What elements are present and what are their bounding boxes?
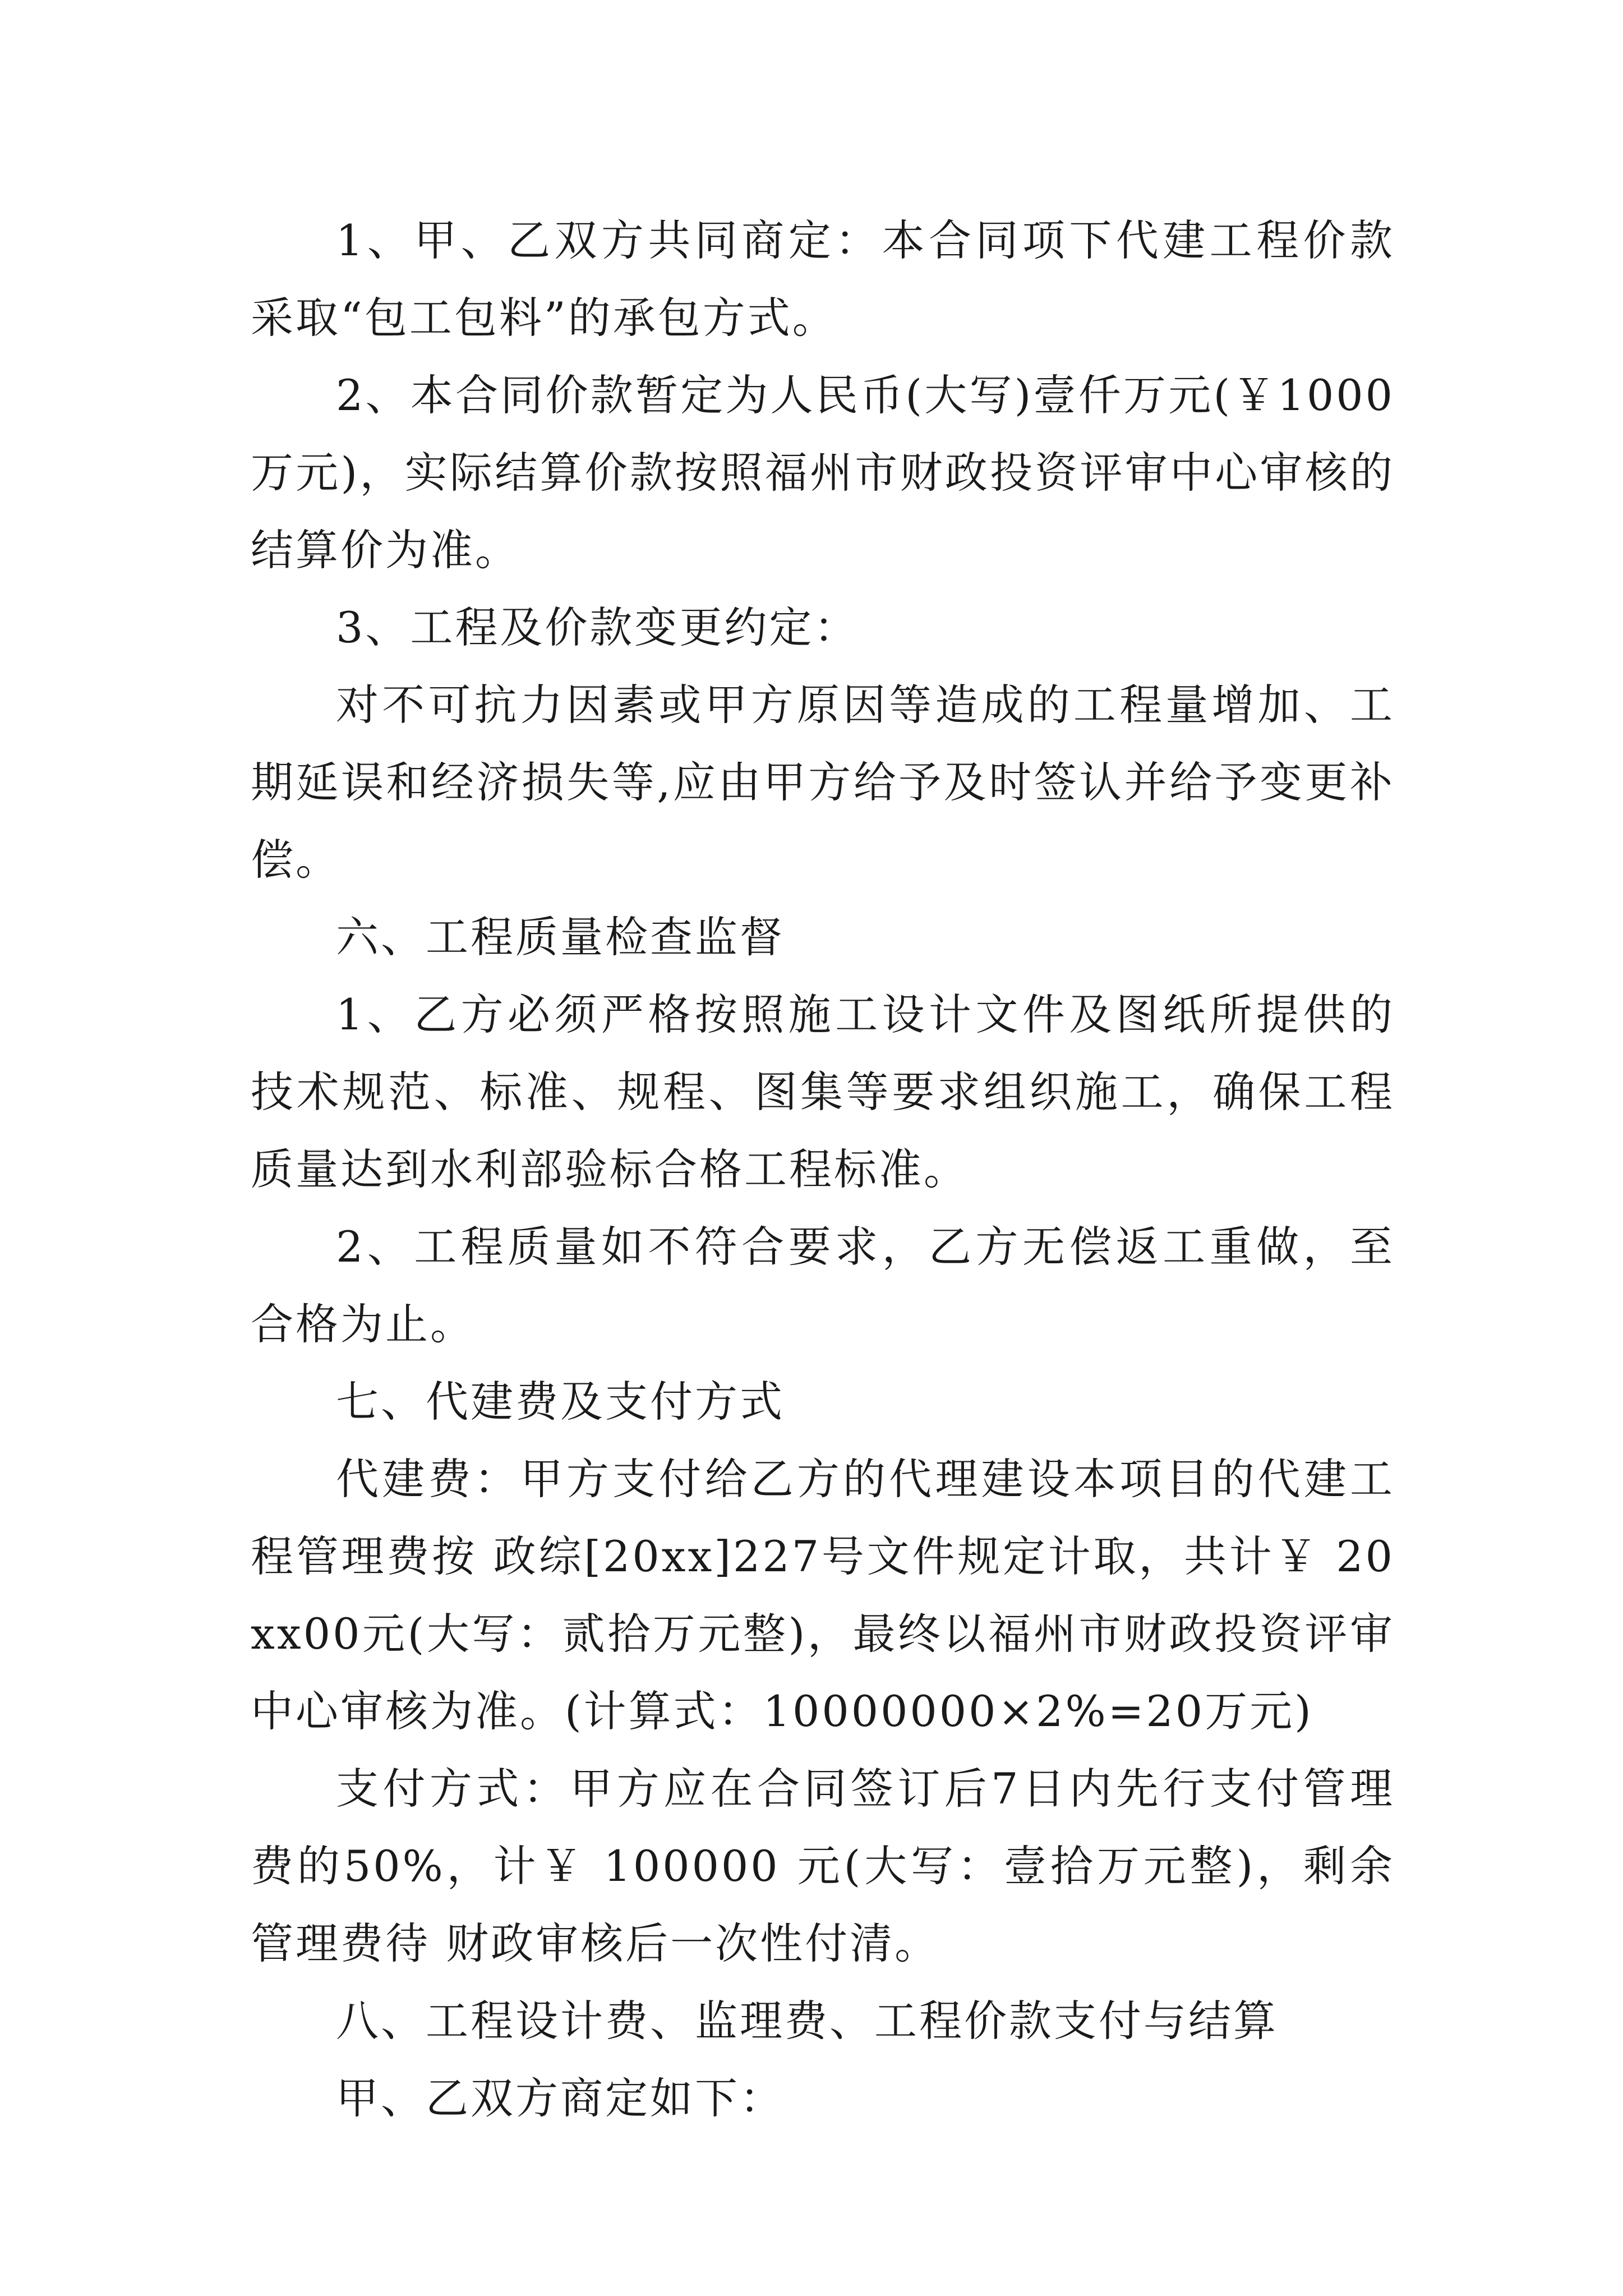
document-body [251, 202, 1395, 2137]
paragraph-contract-amount: 2、本合同价款暂定为人民币(大写)壹仟万元(￥1000万元)，实际结算价款按照福州市财政投资评审中心审核的结算价为准。 [251, 370, 1395, 575]
section-heading-settlement: 八、工程设计费、监理费、工程价款支付与结算 [336, 1996, 1278, 2046]
section-heading-quality: 六、工程质量检查监督 [336, 912, 785, 962]
paragraph-quality-standard: 1、乙方必须严格按照施工设计文件及图纸所提供的技术规范、标准、规程、图集等要求组织施工，确保工程质量达到水利部验标合格工程标准。 [251, 990, 1395, 1194]
paragraph-price-method: 1、甲、乙双方共同商定：本合同项下代建工程价款采取“包工包料”的承包方式。 [251, 215, 1395, 343]
paragraph-payment-method: 支付方式：甲方应在合同签订后7日内先行支付管理费的50%，计￥ 100000 元(大写：壹拾万元整)，剩余管理费待 财政审核后一次性付清。 [251, 1764, 1395, 1968]
paragraph-change-agreement: 3、工程及价款变更约定： [336, 602, 859, 652]
paragraph-rework: 2、工程质量如不符合要求，乙方无偿返工重做，至合格为止。 [251, 1222, 1395, 1349]
section-heading-agency-fee: 七、代建费及支付方式 [336, 1377, 785, 1427]
paragraph-agreed-as-follows: 甲、乙双方商定如下： [336, 2073, 785, 2123]
paragraph-agency-fee: 代建费：甲方支付给乙方的代理建设本项目的代建工程管理费按 政综[20xx]227号文件规定计取，共计￥ 20xx00元(大写：贰拾万元整)，最终以福州市财政投资评审中心审核为准。(计算式：10000000×2%=20万元) [251, 1454, 1395, 1736]
paragraph-force-majeure: 对不可抗力因素或甲方原因等造成的工程量增加、工期延误和经济损失等,应由甲方给予及时签认并给予变更补偿。 [251, 680, 1395, 885]
